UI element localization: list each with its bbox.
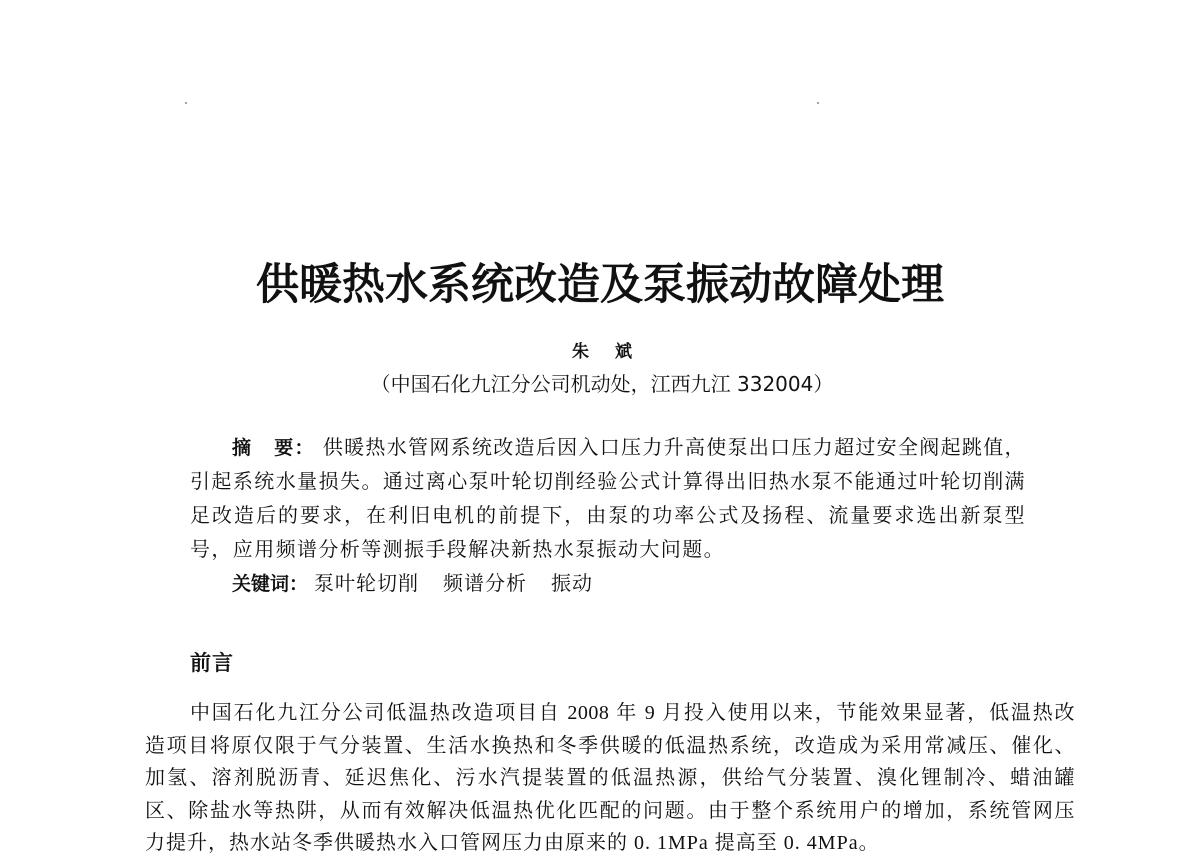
keyword: 频谱分析 [443, 571, 528, 595]
keyword: 泵叶轮切削 [314, 571, 420, 595]
abstract-block [190, 430, 1025, 600]
abstract-label: 摘 要： [232, 437, 315, 459]
abstract-line [190, 430, 1025, 464]
body-line: 造项目将原仅限于气分装置、生活水换热和冬季供暖的低温热系统，改造成为采用常减压、催化、 [145, 734, 1075, 757]
abstract-line: 足改造后的要求，在利旧电机的前提下，由泵的功率公式及扬程、流量要求选出新泵型 [190, 503, 1025, 527]
body-line: 加氢、溶剂脱沥青、延迟焦化、污水汽提装置的低温热源，供给气分装置、溴化锂制冷、蜡油罐 [145, 767, 1075, 789]
scan-speck [817, 102, 819, 104]
abstract-line: 引起系统水量损失。通过离心泵叶轮切削经验公式计算得出旧热水泵不能通过叶轮切削满 [190, 469, 1025, 493]
abstract-line: 号，应用频谱分析等测振手段解决新热水泵振动大问题。 [190, 537, 725, 561]
section-body [145, 697, 1075, 860]
article-title: 供暖热水系统改造及泵振动故障处理 [256, 260, 944, 310]
body-line: 力提升，热水站冬季供暖热水入口管网压力由原来的 0. 1MPa 提高至 0. 4MPa。 [145, 832, 880, 854]
keyword: 振动 [551, 571, 594, 595]
keywords-line [190, 566, 1025, 600]
author-name: 朱 斌 [572, 342, 632, 362]
body-line: 区、除盐水等热阱，从而有效解决低温热优化匹配的问题。由于整个系统用户的增加，系统管网压 [145, 799, 1075, 822]
section-heading: 前言 [190, 651, 234, 675]
keywords-label: 关键词： [232, 573, 309, 595]
abstract-text: 供暖热水管网系统改造后因入口压力升高使泵出口压力超过安全阀起跳值， [322, 435, 1025, 459]
author-affiliation: （中国石化九江分公司机动处，江西九江 332004） [370, 372, 834, 396]
body-line: 中国石化九江分公司低温热改造项目自 2008 年 9 月投入使用以来，节能效果显著，低温热改 [190, 702, 1075, 724]
scan-speck [185, 102, 187, 104]
